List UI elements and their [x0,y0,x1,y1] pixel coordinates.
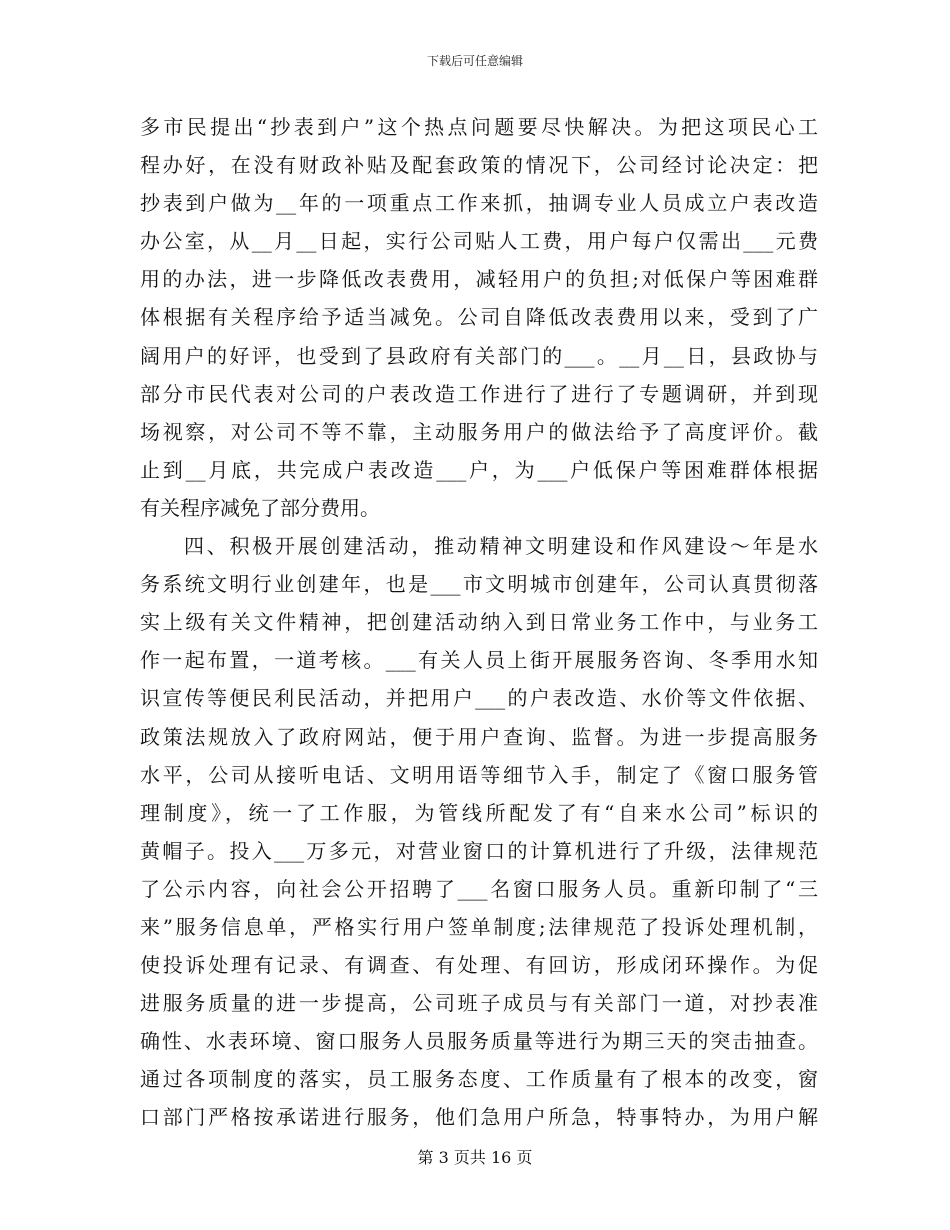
text-line: 确性、水表环境、窗口服务人员服务质量等进行为期三天的突击抽查。 [140,1029,818,1054]
text-line: 用的办法，进一步降低改表费用，减轻用户的负担;对低保户等困难群 [140,267,818,292]
text-line: 阔用户的好评，也受到了县政府有关部门的___。__月__日，县政协与 [140,343,818,368]
text-line: 进服务质量的进一步提高，公司班子成员与有关部门一道，对抄表准 [140,991,818,1016]
document-body [140,108,818,1175]
text-line: 实上级有关文件精神，把创建活动纳入到日常业务工作中，与业务工 [140,610,818,635]
text-line: 识宣传等便民利民活动，并把用户___的户表改造、水价等文件依据、 [140,686,818,711]
text-line: 黄帽子。投入___万多元，对营业窗口的计算机进行了升级，法律规范 [140,838,818,863]
section-heading-line: 四、积极开展创建活动，推动精神文明建设和作风建设～年是水 [184,534,818,559]
text-line: 口部门严格按承诺进行服务，他们急用户所急，特事特办，为用户解 [140,1105,818,1130]
text-line: 作一起布置，一道考核。___有关人员上街开展服务咨询、冬季用水知 [140,648,818,673]
text-line: 止到__月底，共完成户表改造___户，为___户低保户等困难群体根据 [140,457,818,482]
text-line: 来”服务信息单，严格实行用户签单制度;法律规范了投诉处理机制， [140,914,818,939]
text-line: 有关程序减免了部分费用。 [140,495,380,520]
text-line: 场视察，对公司不等不靠，主动服务用户的做法给予了高度评价。截 [140,419,818,444]
text-line: 抄表到户做为__年的一项重点工作来抓，抽调专业人员成立户表改造 [140,191,818,216]
text-line: 政策法规放入了政府网站，便于用户查询、监督。为进一步提高服务 [140,724,818,749]
text-line: 水平，公司从接听电话、文明用语等细节入手，制定了《窗口服务管 [140,762,818,787]
text-line: 部分市民代表对公司的户表改造工作进行了进行了专题调研，并到现 [140,381,818,406]
text-line: 体根据有关程序给予适当减免。公司自降低改表费用以来，受到了广 [140,305,818,330]
page-number-footer: 第 3 页共 16 页 [417,1148,533,1167]
page-header: 下载后可任意编辑 [426,54,523,68]
text-line: 务系统文明行业创建年，也是___市文明城市创建年，公司认真贯彻落 [140,572,818,597]
text-line: 理制度》，统一了工作服，为管线所配发了有“自来水公司”标识的 [140,800,818,825]
text-line: 通过各项制度的落实，员工服务态度、工作质量有了根本的改变，窗 [140,1067,818,1092]
text-line: 使投诉处理有记录、有调查、有处理、有回访，形成闭环操作。为促 [140,953,818,978]
text-line: 程办好，在没有财政补贴及配套政策的情况下，公司经讨论决定：把 [140,153,818,178]
text-line: 办公室，从__月__日起，实行公司贴人工费，用户每户仅需出___元费 [140,229,818,254]
text-line: 多市民提出“抄表到户”这个热点问题要尽快解决。为把这项民心工 [140,115,818,139]
text-line: 了公示内容，向社会公开招聘了___名窗口服务人员。重新印制了“三 [140,876,818,901]
